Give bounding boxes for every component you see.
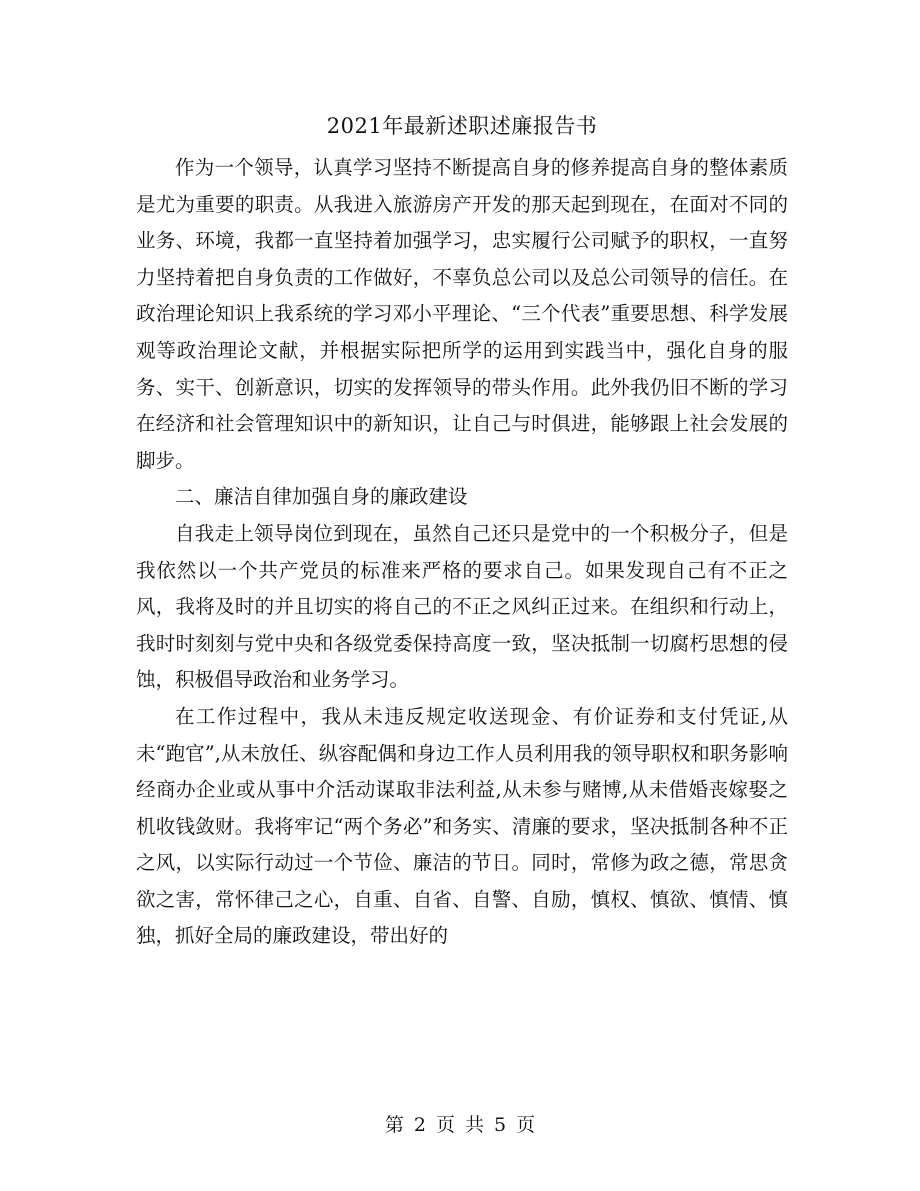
section-heading: 二、廉洁自律加强自身的廉政建设 (175, 485, 468, 509)
section-paragraph-2: 在工作过程中，我从未违反规定收送现金、有价证券和支付凭证,从未“跑官”,从未放任、纵容配偶和身边工作人员利用我的领导职权和职务影响经商办企业或从事中介活动谋取非法利益,从未参与赌博,从未借婚丧嫁娶之机收钱敛财。我将牢记“两个务必”和务实、清廉的要求，坚决抵制各种不正之风，以实际行动过一个节俭、廉洁的节日。同时，常修为政之德，常思贪欲之害，常怀律己之心，自重、自省、自警、自励，慎权、慎欲、慎情、慎独，抓好全局的廉政建设，带出好的 (136, 704, 788, 948)
intro-paragraph: 作为一个领导，认真学习坚持不断提高自身的修养提高自身的整体素质是尤为重要的职责。从我进入旅游房产开发的那天起到现在，在面对不同的业务、环境，我都一直坚持着加强学习，忠实履行公司赋予的职权，一直努力坚持着把自身负责的工作做好，不辜负总公司以及总公司领导的信任。在政治理论知识上我系统的学习邓小平理论、“三个代表”重要思想、科学发展观等政治理论文献，并根据实际把所学的运用到实践当中，强化自身的服务、实干、创新意识，切实的发挥领导的带头作用。此外我仍旧不断的学习在经济和社会管理知识中的新知识，让自己与时俱进，能够跟上社会发展的脚步。 (136, 156, 788, 472)
page-number-footer: 第 2 页 共 5 页 (384, 1114, 536, 1136)
document-title: 2021年最新述职述廉报告书 (326, 114, 598, 138)
document-page (136, 108, 788, 955)
section-paragraph-1: 自我走上领导岗位到现在，虽然自己还只是党中的一个积极分子，但是我依然以一个共产党员的标准来严格的要求自己。如果发现自己有不正之风，我将及时的并且切实的将自己的不正之风纠正过来。在组织和行动上，我时时刻刻与党中央和各级党委保持高度一致，坚决抵制一切腐朽思想的侵蚀，积极倡导政治和业务学习。 (136, 521, 788, 692)
